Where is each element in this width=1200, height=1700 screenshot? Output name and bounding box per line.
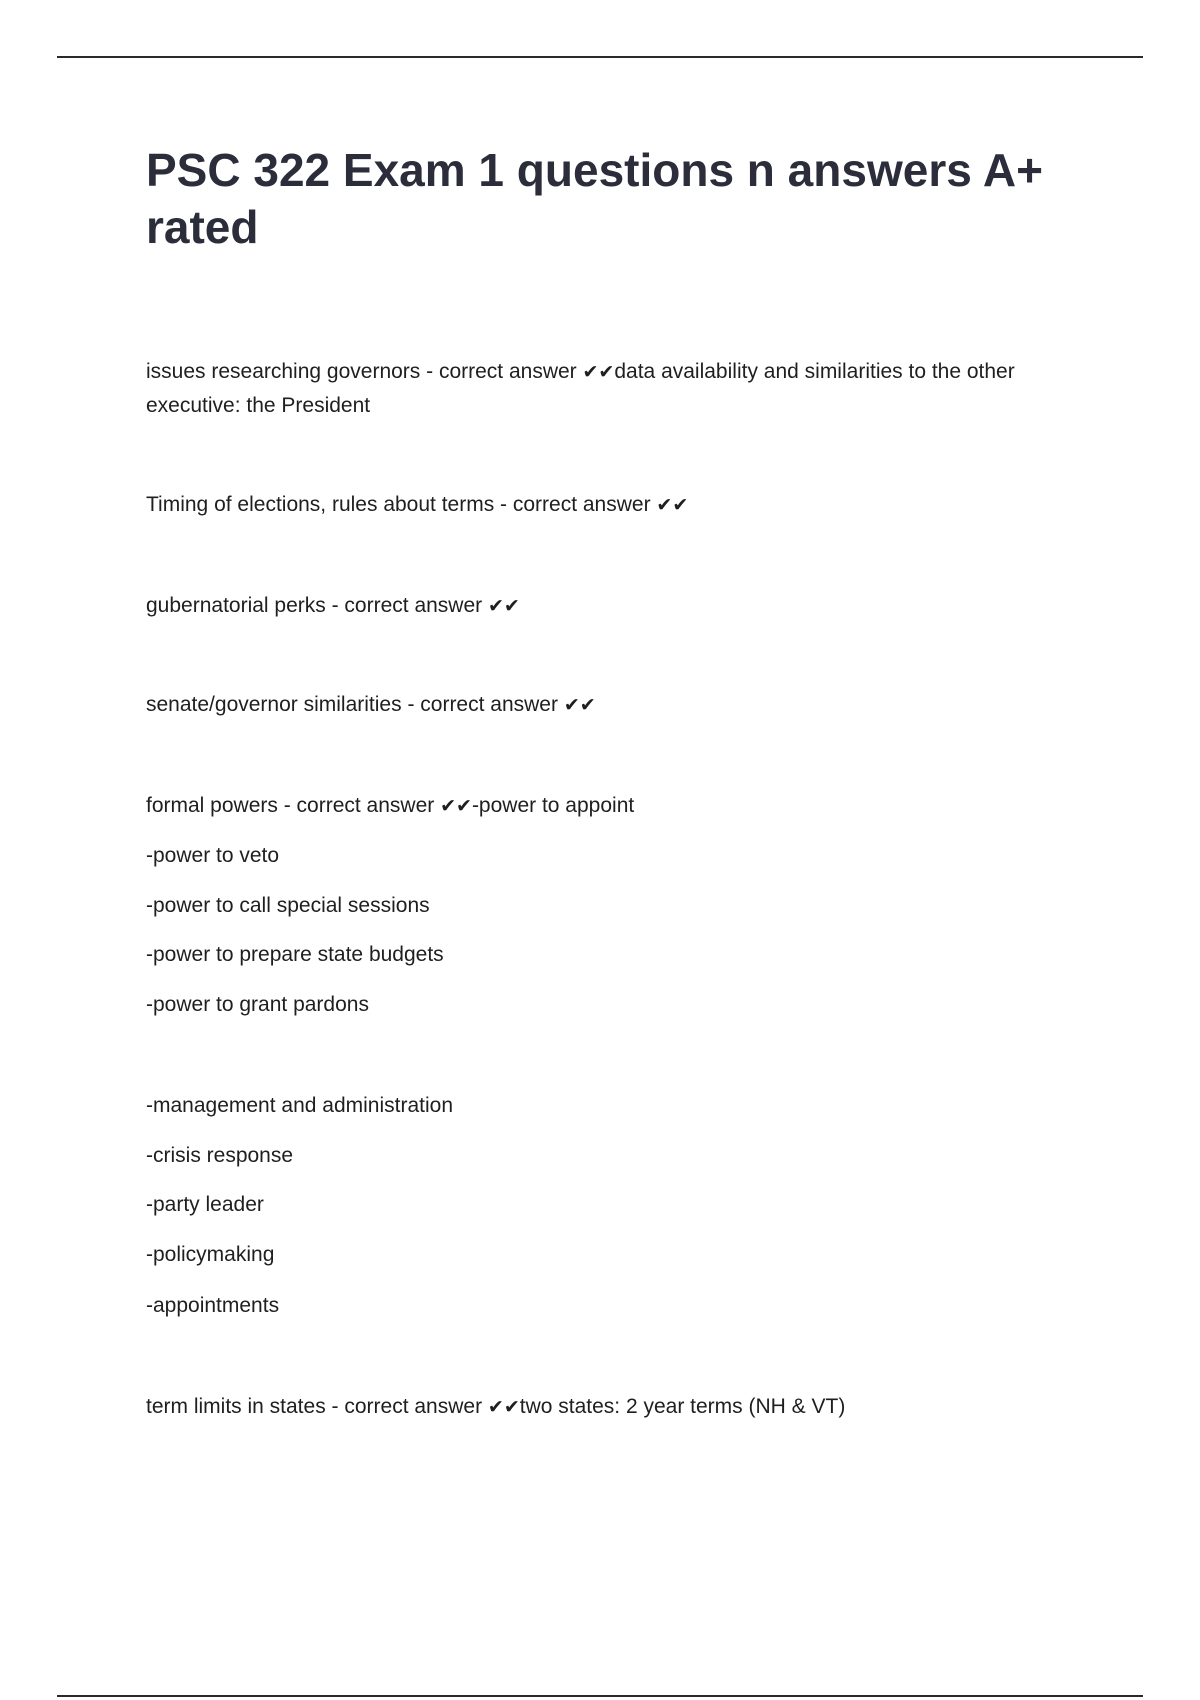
answer-list-item: -party leader [146,1193,264,1216]
qa-item-issues-researching-governors [146,355,1106,389]
answer-text: -power to appoint [471,794,635,817]
check-mark-icon: ✔✔ [440,795,472,817]
qa-item-gubernatorial-perks [146,589,1106,623]
answer-text: data availability and similarities to the other [614,360,1015,383]
qa-item-term-limits-in-states [146,1390,1106,1424]
question-text: gubernatorial perks - correct answer [146,594,488,617]
answer-list-item: -appointments [146,1294,280,1317]
answer-text: two states: 2 year terms (NH & VT) [519,1395,846,1418]
answer-list-item: -management and administration [146,1094,454,1117]
document-title: PSC 322 Exam 1 questions n answers A+ rated [146,144,1043,253]
check-mark-icon: ✔✔ [563,694,596,716]
qa-item-timing-of-elections [146,488,1106,522]
question-text: formal powers - correct answer [146,794,441,817]
answer-list-item: -policymaking [146,1243,275,1266]
question-text: Timing of elections, rules about terms - correct answer [146,493,657,516]
check-mark-icon: ✔✔ [487,1396,520,1418]
check-mark-icon: ✔✔ [487,595,520,617]
answer-list-item: -crisis response [146,1144,294,1167]
check-mark-icon: ✔✔ [656,494,689,516]
question-text: senate/governor similarities - correct answer [146,693,564,716]
qa-item-formal-powers [146,789,1106,823]
answer-list-item: -power to grant pardons [146,993,369,1016]
answer-list-item: -power to call special sessions [146,894,430,917]
answer-list-item: -power to veto [146,844,280,867]
bottom-rule [57,1695,1143,1697]
check-mark-icon: ✔✔ [582,361,615,383]
question-text: term limits in states - correct answer [146,1395,488,1418]
answer-continuation: executive: the President [146,394,371,417]
top-rule [57,56,1143,58]
question-text: issues researching governors - correct answer [146,360,583,383]
answer-list-item: -power to prepare state budgets [146,943,444,966]
qa-item-senate-governor-similarities [146,688,1106,722]
